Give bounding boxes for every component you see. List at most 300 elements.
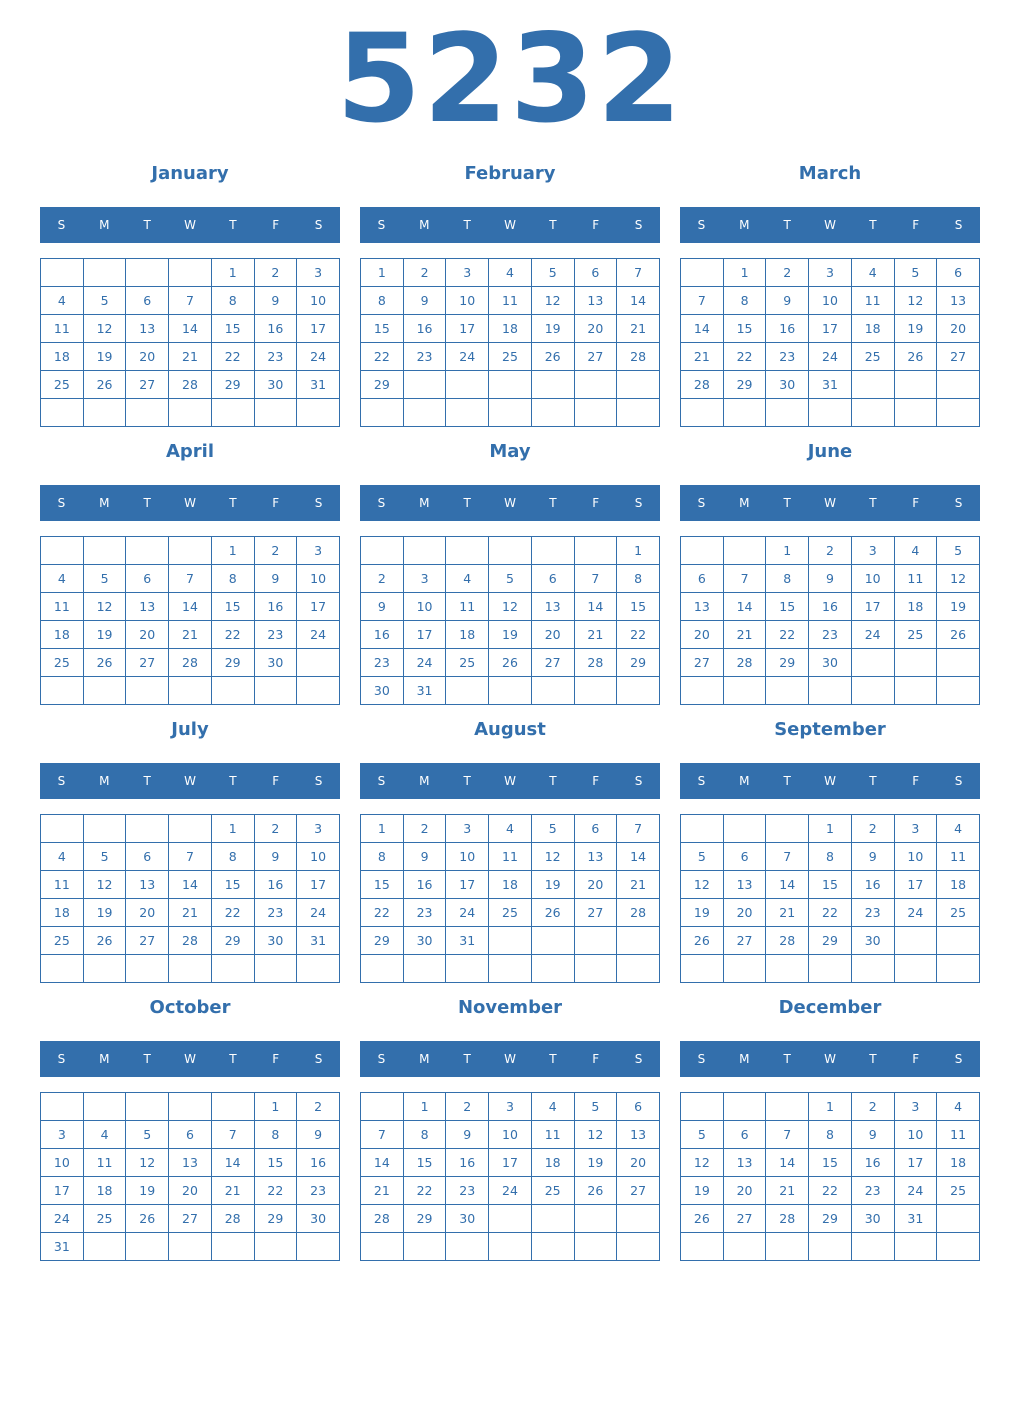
day-cell: 13: [169, 1149, 212, 1177]
day-cell: 13: [681, 593, 724, 621]
weekday-label: S: [634, 774, 643, 788]
week-row: [681, 371, 980, 399]
weekday-label: F: [272, 1052, 280, 1066]
day-cell: 18: [531, 1149, 574, 1177]
empty-cell: [617, 371, 660, 399]
weekday-header: [680, 763, 980, 799]
empty-cell: [211, 399, 254, 427]
day-cell: 16: [254, 593, 297, 621]
day-cell: 23: [446, 1177, 489, 1205]
day-cell: 16: [851, 871, 894, 899]
day-cell: 10: [403, 593, 446, 621]
day-cell: 23: [809, 621, 852, 649]
empty-cell: [254, 1233, 297, 1261]
weekday-label: F: [912, 496, 920, 510]
empty-cell: [41, 537, 84, 565]
empty-cell: [83, 1093, 126, 1121]
day-cell: 7: [574, 565, 617, 593]
day-cell: 29: [361, 927, 404, 955]
weekday-label: F: [272, 774, 280, 788]
week-row: [681, 1233, 980, 1261]
empty-cell: [83, 259, 126, 287]
day-cell: 27: [531, 649, 574, 677]
week-row: [41, 343, 340, 371]
week-row: [41, 399, 340, 427]
day-cell: 14: [766, 1149, 809, 1177]
day-cell: 14: [169, 593, 212, 621]
week-row: [361, 621, 660, 649]
day-cell: 15: [361, 315, 404, 343]
week-row: [361, 259, 660, 287]
day-cell: 2: [254, 537, 297, 565]
empty-cell: [531, 399, 574, 427]
empty-cell: [894, 649, 937, 677]
week-row: [41, 1149, 340, 1177]
day-cell: 22: [809, 899, 852, 927]
empty-cell: [851, 371, 894, 399]
day-cell: 29: [211, 927, 254, 955]
empty-cell: [681, 537, 724, 565]
day-cell: 24: [446, 899, 489, 927]
day-cell: 30: [809, 649, 852, 677]
day-grid: [40, 814, 340, 983]
day-cell: 17: [851, 593, 894, 621]
weekday-header: [40, 485, 340, 521]
week-row: [681, 927, 980, 955]
day-cell: 11: [83, 1149, 126, 1177]
month-name: March: [798, 163, 862, 184]
weekday-label: S: [634, 1052, 643, 1066]
day-cell: 11: [531, 1121, 574, 1149]
weekday-label: T: [463, 774, 471, 788]
day-cell: 21: [766, 1177, 809, 1205]
weekday-label: T: [229, 496, 237, 510]
weekday-label: T: [229, 774, 237, 788]
week-row: [41, 287, 340, 315]
empty-cell: [361, 1093, 404, 1121]
day-cell: 11: [489, 287, 532, 315]
week-row: [41, 1205, 340, 1233]
empty-cell: [723, 677, 766, 705]
month-name: October: [149, 997, 231, 1018]
empty-cell: [766, 955, 809, 983]
day-cell: 28: [169, 649, 212, 677]
day-cell: 22: [809, 1177, 852, 1205]
weekday-label: W: [824, 1052, 836, 1066]
day-cell: 8: [361, 843, 404, 871]
weekday-header: [680, 485, 980, 521]
day-cell: 14: [681, 315, 724, 343]
weekday-label: W: [824, 218, 836, 232]
day-cell: 10: [446, 287, 489, 315]
day-cell: 9: [766, 287, 809, 315]
day-cell: 13: [126, 593, 169, 621]
day-cell: 4: [489, 815, 532, 843]
day-cell: 6: [937, 259, 980, 287]
day-cell: 7: [169, 287, 212, 315]
empty-cell: [489, 1233, 532, 1261]
day-cell: 20: [126, 343, 169, 371]
day-cell: 25: [83, 1205, 126, 1233]
empty-cell: [723, 399, 766, 427]
day-cell: 5: [83, 287, 126, 315]
weekday-label: T: [549, 1052, 557, 1066]
weekday-label: S: [314, 1052, 323, 1066]
day-cell: 11: [851, 287, 894, 315]
empty-cell: [126, 399, 169, 427]
day-cell: 26: [894, 343, 937, 371]
day-cell: 21: [169, 899, 212, 927]
day-cell: 15: [361, 871, 404, 899]
day-cell: 24: [851, 621, 894, 649]
weekday-label: F: [592, 1052, 600, 1066]
weekday-label: M: [419, 496, 430, 510]
day-cell: 7: [617, 815, 660, 843]
weekday-label: S: [314, 774, 323, 788]
empty-cell: [446, 955, 489, 983]
weekday-label: T: [783, 774, 791, 788]
empty-cell: [489, 399, 532, 427]
day-cell: 5: [937, 537, 980, 565]
month-name: July: [171, 719, 209, 740]
week-row: [681, 343, 980, 371]
day-cell: 5: [531, 815, 574, 843]
day-cell: 19: [937, 593, 980, 621]
day-cell: 26: [126, 1205, 169, 1233]
day-cell: 8: [211, 843, 254, 871]
day-cell: 5: [894, 259, 937, 287]
empty-cell: [937, 677, 980, 705]
weekday-label: S: [377, 774, 386, 788]
day-cell: 17: [403, 621, 446, 649]
week-row: [41, 537, 340, 565]
empty-cell: [766, 1093, 809, 1121]
week-row: [41, 649, 340, 677]
day-cell: 21: [169, 343, 212, 371]
day-cell: 12: [489, 593, 532, 621]
week-row: [41, 1233, 340, 1261]
day-cell: 21: [574, 621, 617, 649]
empty-cell: [937, 649, 980, 677]
day-cell: 30: [254, 371, 297, 399]
empty-cell: [169, 1093, 212, 1121]
week-row: [41, 815, 340, 843]
weekday-label: M: [99, 1052, 110, 1066]
day-cell: 9: [403, 287, 446, 315]
empty-cell: [254, 955, 297, 983]
day-cell: 9: [851, 1121, 894, 1149]
day-cell: 11: [41, 315, 84, 343]
day-cell: 23: [851, 899, 894, 927]
empty-cell: [809, 955, 852, 983]
weekday-label: S: [634, 496, 643, 510]
weekday-label: T: [783, 496, 791, 510]
day-cell: 18: [41, 621, 84, 649]
empty-cell: [574, 399, 617, 427]
day-cell: 4: [41, 565, 84, 593]
day-cell: 3: [851, 537, 894, 565]
day-cell: 19: [574, 1149, 617, 1177]
empty-cell: [126, 1093, 169, 1121]
day-cell: 18: [937, 1149, 980, 1177]
day-cell: 5: [574, 1093, 617, 1121]
weekday-header: [680, 1041, 980, 1077]
week-row: [681, 649, 980, 677]
day-cell: 24: [297, 899, 340, 927]
empty-cell: [126, 1233, 169, 1261]
week-row: [361, 1149, 660, 1177]
day-cell: 24: [894, 1177, 937, 1205]
week-row: [681, 593, 980, 621]
week-row: [41, 1121, 340, 1149]
day-cell: 26: [489, 649, 532, 677]
weekday-label: M: [419, 218, 430, 232]
day-cell: 19: [681, 1177, 724, 1205]
empty-cell: [574, 1233, 617, 1261]
empty-cell: [723, 1093, 766, 1121]
day-cell: 22: [211, 343, 254, 371]
week-row: [41, 1177, 340, 1205]
day-cell: 19: [83, 621, 126, 649]
day-cell: 22: [254, 1177, 297, 1205]
day-cell: 3: [41, 1121, 84, 1149]
day-cell: 4: [83, 1121, 126, 1149]
week-row: [361, 537, 660, 565]
day-cell: 15: [766, 593, 809, 621]
week-row: [41, 677, 340, 705]
empty-cell: [851, 649, 894, 677]
weekday-label: S: [377, 218, 386, 232]
day-cell: 6: [126, 843, 169, 871]
day-cell: 7: [681, 287, 724, 315]
day-cell: 28: [766, 927, 809, 955]
week-row: [361, 565, 660, 593]
day-cell: 13: [937, 287, 980, 315]
day-cell: 21: [766, 899, 809, 927]
day-cell: 3: [297, 815, 340, 843]
weekday-label: S: [697, 1052, 706, 1066]
empty-cell: [617, 927, 660, 955]
day-cell: 2: [766, 259, 809, 287]
weekday-label: S: [57, 774, 66, 788]
empty-cell: [574, 955, 617, 983]
empty-cell: [361, 537, 404, 565]
day-cell: 23: [403, 343, 446, 371]
day-cell: 16: [809, 593, 852, 621]
day-cell: 17: [446, 871, 489, 899]
day-cell: 9: [254, 565, 297, 593]
empty-cell: [41, 1093, 84, 1121]
empty-cell: [723, 537, 766, 565]
day-cell: 29: [766, 649, 809, 677]
day-cell: 3: [297, 259, 340, 287]
day-cell: 9: [446, 1121, 489, 1149]
weekday-label: T: [229, 1052, 237, 1066]
week-row: [41, 955, 340, 983]
weekday-header: [360, 763, 660, 799]
empty-cell: [403, 537, 446, 565]
empty-cell: [254, 677, 297, 705]
day-cell: 24: [894, 899, 937, 927]
day-cell: 28: [169, 927, 212, 955]
empty-cell: [489, 927, 532, 955]
week-row: [361, 871, 660, 899]
day-cell: 26: [937, 621, 980, 649]
empty-cell: [297, 1233, 340, 1261]
day-cell: 24: [403, 649, 446, 677]
day-cell: 22: [211, 621, 254, 649]
day-cell: 25: [446, 649, 489, 677]
day-grid: [40, 536, 340, 705]
day-cell: 15: [403, 1149, 446, 1177]
day-cell: 30: [361, 677, 404, 705]
day-cell: 8: [723, 287, 766, 315]
day-cell: 3: [489, 1093, 532, 1121]
day-cell: 10: [297, 287, 340, 315]
week-row: [681, 843, 980, 871]
weekday-label: T: [869, 1052, 877, 1066]
day-cell: 7: [361, 1121, 404, 1149]
empty-cell: [723, 955, 766, 983]
week-row: [361, 677, 660, 705]
empty-cell: [403, 371, 446, 399]
empty-cell: [937, 371, 980, 399]
day-cell: 12: [531, 843, 574, 871]
day-cell: 29: [211, 371, 254, 399]
day-cell: 13: [574, 287, 617, 315]
week-row: [41, 565, 340, 593]
day-cell: 12: [126, 1149, 169, 1177]
day-cell: 22: [723, 343, 766, 371]
day-cell: 6: [531, 565, 574, 593]
week-row: [361, 649, 660, 677]
day-cell: 23: [766, 343, 809, 371]
day-cell: 26: [83, 649, 126, 677]
day-cell: 14: [211, 1149, 254, 1177]
day-cell: 20: [723, 1177, 766, 1205]
weekday-label: S: [954, 496, 963, 510]
empty-cell: [169, 955, 212, 983]
week-row: [361, 371, 660, 399]
day-cell: 2: [851, 1093, 894, 1121]
weekday-label: S: [314, 218, 323, 232]
day-cell: 14: [766, 871, 809, 899]
day-cell: 23: [254, 621, 297, 649]
week-row: [361, 1233, 660, 1261]
day-cell: 10: [894, 1121, 937, 1149]
empty-cell: [809, 399, 852, 427]
day-cell: 6: [126, 565, 169, 593]
month-name: January: [151, 163, 229, 184]
weekday-label: F: [272, 496, 280, 510]
empty-cell: [937, 1233, 980, 1261]
week-row: [681, 815, 980, 843]
day-cell: 4: [489, 259, 532, 287]
day-cell: 29: [809, 927, 852, 955]
day-cell: 24: [809, 343, 852, 371]
empty-cell: [403, 399, 446, 427]
day-cell: 14: [617, 287, 660, 315]
day-cell: 4: [894, 537, 937, 565]
day-cell: 20: [169, 1177, 212, 1205]
week-row: [361, 843, 660, 871]
day-cell: 6: [681, 565, 724, 593]
empty-cell: [169, 259, 212, 287]
day-cell: 24: [446, 343, 489, 371]
day-cell: 15: [211, 593, 254, 621]
day-cell: 28: [723, 649, 766, 677]
empty-cell: [361, 955, 404, 983]
day-cell: 8: [809, 1121, 852, 1149]
day-cell: 3: [446, 815, 489, 843]
weekday-label: W: [504, 218, 516, 232]
day-cell: 10: [297, 843, 340, 871]
day-cell: 27: [126, 371, 169, 399]
day-cell: 25: [894, 621, 937, 649]
weekday-label: T: [143, 218, 151, 232]
day-cell: 20: [617, 1149, 660, 1177]
day-cell: 21: [169, 621, 212, 649]
week-row: [361, 399, 660, 427]
day-cell: 2: [403, 259, 446, 287]
empty-cell: [681, 1233, 724, 1261]
day-cell: 14: [723, 593, 766, 621]
empty-cell: [681, 677, 724, 705]
day-cell: 27: [681, 649, 724, 677]
week-row: [361, 1177, 660, 1205]
day-cell: 29: [723, 371, 766, 399]
weekday-label: T: [229, 218, 237, 232]
empty-cell: [297, 399, 340, 427]
day-cell: 22: [211, 899, 254, 927]
week-row: [681, 537, 980, 565]
weekday-label: S: [634, 218, 643, 232]
week-row: [361, 593, 660, 621]
month-name: November: [457, 997, 563, 1018]
weekday-label: T: [783, 1052, 791, 1066]
weekday-label: S: [57, 218, 66, 232]
week-row: [41, 927, 340, 955]
day-cell: 21: [617, 315, 660, 343]
day-cell: 11: [894, 565, 937, 593]
day-cell: 13: [723, 871, 766, 899]
day-cell: 10: [489, 1121, 532, 1149]
day-cell: 8: [361, 287, 404, 315]
week-row: [41, 871, 340, 899]
day-cell: 13: [126, 315, 169, 343]
weekday-header: [680, 207, 980, 243]
empty-cell: [681, 259, 724, 287]
weekday-header: [40, 207, 340, 243]
weekday-header: [40, 1041, 340, 1077]
day-cell: 17: [809, 315, 852, 343]
empty-cell: [446, 371, 489, 399]
day-cell: 1: [723, 259, 766, 287]
day-cell: 9: [254, 843, 297, 871]
day-cell: 31: [809, 371, 852, 399]
empty-cell: [41, 259, 84, 287]
day-cell: 11: [41, 871, 84, 899]
empty-cell: [617, 955, 660, 983]
week-row: [681, 955, 980, 983]
month-name: September: [774, 719, 886, 740]
empty-cell: [681, 815, 724, 843]
day-cell: 6: [617, 1093, 660, 1121]
day-cell: 2: [446, 1093, 489, 1121]
day-cell: 13: [723, 1149, 766, 1177]
month-name: May: [489, 441, 531, 462]
empty-cell: [83, 677, 126, 705]
